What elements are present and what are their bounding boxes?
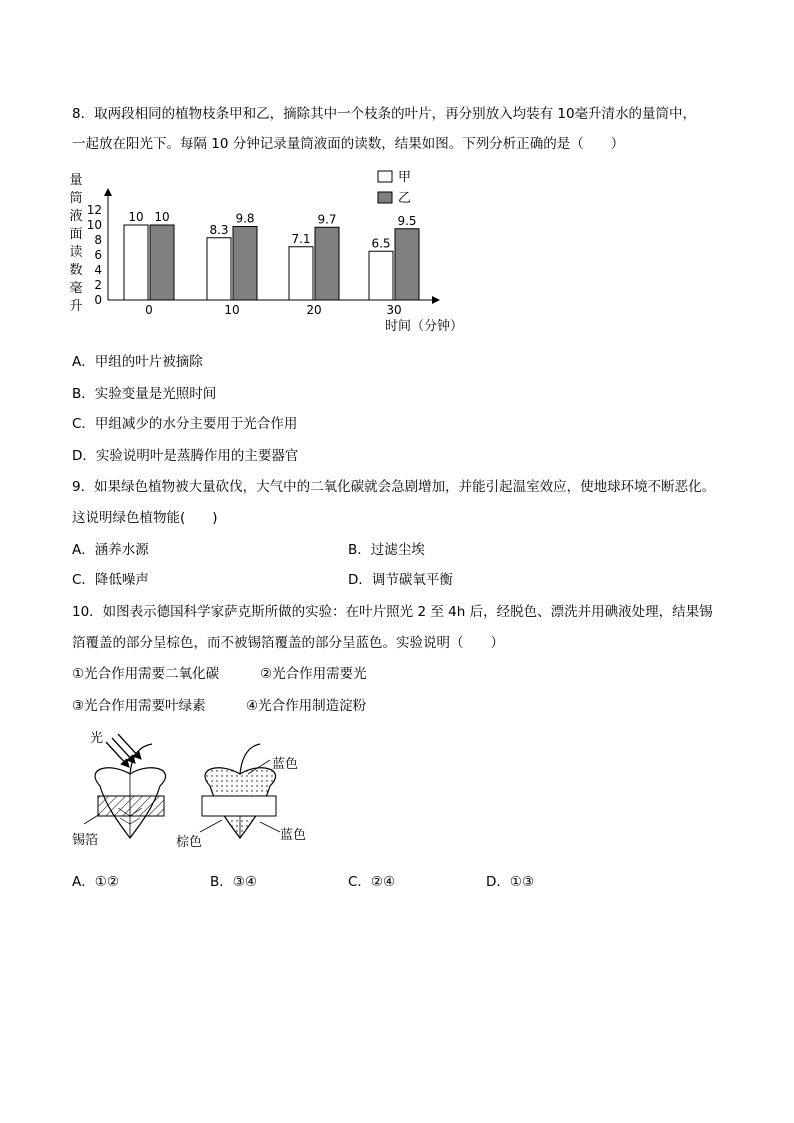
y-tick-label: 8 bbox=[94, 233, 102, 247]
bar-data-label: 7.1 bbox=[291, 231, 311, 246]
y-tick-label: 2 bbox=[94, 278, 102, 292]
q10-option-c[interactable]: C．②④ bbox=[348, 874, 396, 890]
q9-option-a[interactable]: A．涵养水源 bbox=[72, 542, 149, 558]
y-axis-label bbox=[69, 173, 82, 314]
x-tick-label: 10 bbox=[224, 303, 240, 317]
light-label: 光 bbox=[90, 731, 104, 746]
foil-label: 锡箔 bbox=[72, 833, 99, 848]
bar-yi-30 bbox=[395, 229, 419, 300]
bar-data-label: 9.8 bbox=[235, 211, 255, 226]
q8-option-c[interactable]: C．甲组减少的水分主要用于光合作用 bbox=[72, 416, 298, 432]
y-axis-label-char: 面 bbox=[69, 227, 83, 242]
x-tick-label: 20 bbox=[306, 303, 322, 317]
x-tick-label: 0 bbox=[145, 303, 153, 317]
bar-data-label: 10 bbox=[128, 210, 144, 224]
q9-stem-line1: 9．如果绿色植物被大量砍伐，大气中的二氧化碳就会急剧增加，并能引起温室效应，使地球环境不断恶化。 bbox=[72, 479, 716, 495]
bar-jia-0 bbox=[124, 225, 148, 300]
bar-data-label: 6.5 bbox=[371, 236, 391, 251]
leaf-after-iodine-icon bbox=[202, 744, 276, 838]
brown-label: 棕色 bbox=[176, 835, 203, 850]
q10-statement-1: ①光合作用需要二氧化碳 bbox=[72, 666, 220, 682]
bar-yi-10 bbox=[233, 227, 257, 301]
y-axis-label-char: 液 bbox=[69, 209, 83, 224]
blue-top-label: 蓝色 bbox=[272, 757, 299, 772]
y-axis-label-char: 读 bbox=[69, 245, 83, 260]
leaf-experiment-figure bbox=[70, 724, 330, 856]
legend-label: 乙 bbox=[398, 191, 412, 206]
q8-stem-line2: 一起放在阳光下。每隔 10 分钟记录量筒液面的读数，结果如图。下列分析正确的是（ ） bbox=[72, 136, 625, 152]
x-axis-label: 时间（分钟） bbox=[385, 319, 464, 334]
x-tick-label: 30 bbox=[386, 303, 402, 317]
bar-data-label: 8.3 bbox=[209, 222, 229, 237]
y-tick-label: 0 bbox=[94, 293, 102, 307]
bar-jia-10 bbox=[207, 238, 231, 300]
legend-swatch bbox=[378, 171, 392, 182]
y-tick-label: 4 bbox=[94, 263, 102, 277]
chart-legend bbox=[378, 170, 411, 206]
q9-option-d[interactable]: D．调节碳氧平衡 bbox=[348, 572, 453, 588]
q9-stem-line2: 这说明绿色植物能( ) bbox=[72, 510, 218, 526]
bar-yi-20 bbox=[315, 227, 339, 300]
bar-data-label: 9.5 bbox=[397, 213, 417, 228]
legend-label: 甲 bbox=[398, 170, 412, 185]
q10-option-a[interactable]: A．①② bbox=[72, 874, 119, 890]
bar-data-label: 10 bbox=[154, 210, 170, 224]
light-arrows-icon bbox=[106, 734, 140, 766]
q9-option-c[interactable]: C．降低噪声 bbox=[72, 572, 149, 588]
q8-option-a[interactable]: A．甲组的叶片被摘除 bbox=[72, 354, 203, 370]
q8-stem-line1: 8．取两段相同的植物枝条甲和乙，摘除其中一个枝条的叶片，再分别放入均装有 10毫升清水的量筒中， bbox=[72, 106, 697, 122]
q10-option-b[interactable]: B．③④ bbox=[210, 874, 257, 890]
y-axis-label-char: 数 bbox=[69, 263, 83, 278]
y-tick-label: 6 bbox=[94, 248, 102, 262]
q9-option-b[interactable]: B．过滤尘埃 bbox=[348, 542, 425, 558]
y-axis-label-char: 量 bbox=[69, 173, 83, 188]
y-axis-label-char: 升 bbox=[69, 299, 83, 314]
q8-option-d[interactable]: D．实验说明叶是蒸腾作用的主要器官 bbox=[72, 448, 299, 464]
q10-stem-line2: 箔覆盖的部分呈棕色，而不被锡箔覆盖的部分呈蓝色。实验说明（ ） bbox=[72, 635, 504, 651]
q10-statement-2: ②光合作用需要光 bbox=[260, 666, 367, 682]
y-axis-label-char: 筒 bbox=[69, 191, 83, 206]
legend-swatch bbox=[378, 192, 392, 203]
y-tick-label: 10 bbox=[86, 218, 102, 232]
q8-bar-chart bbox=[60, 164, 490, 339]
q10-option-d[interactable]: D．①③ bbox=[486, 874, 535, 890]
q10-statement-4: ④光合作用制造淀粉 bbox=[246, 698, 367, 714]
bar-yi-0 bbox=[150, 225, 174, 300]
q10-statement-3: ③光合作用需要叶绿素 bbox=[72, 698, 206, 714]
bar-jia-20 bbox=[289, 247, 313, 300]
bar-jia-30 bbox=[369, 251, 393, 300]
bar-data-label: 9.7 bbox=[317, 212, 337, 227]
y-axis-label-char: 毫 bbox=[69, 281, 83, 296]
q10-stem-line1: 10．如图表示德国科学家萨克斯所做的实验：在叶片照光 2 至 4h 后，经脱色、漂洗并用碘液处理，结果锡 bbox=[72, 604, 713, 620]
y-tick-label: 12 bbox=[86, 203, 102, 217]
q8-option-b[interactable]: B．实验变量是光照时间 bbox=[72, 386, 217, 402]
blue-bottom-label: 蓝色 bbox=[280, 828, 307, 843]
